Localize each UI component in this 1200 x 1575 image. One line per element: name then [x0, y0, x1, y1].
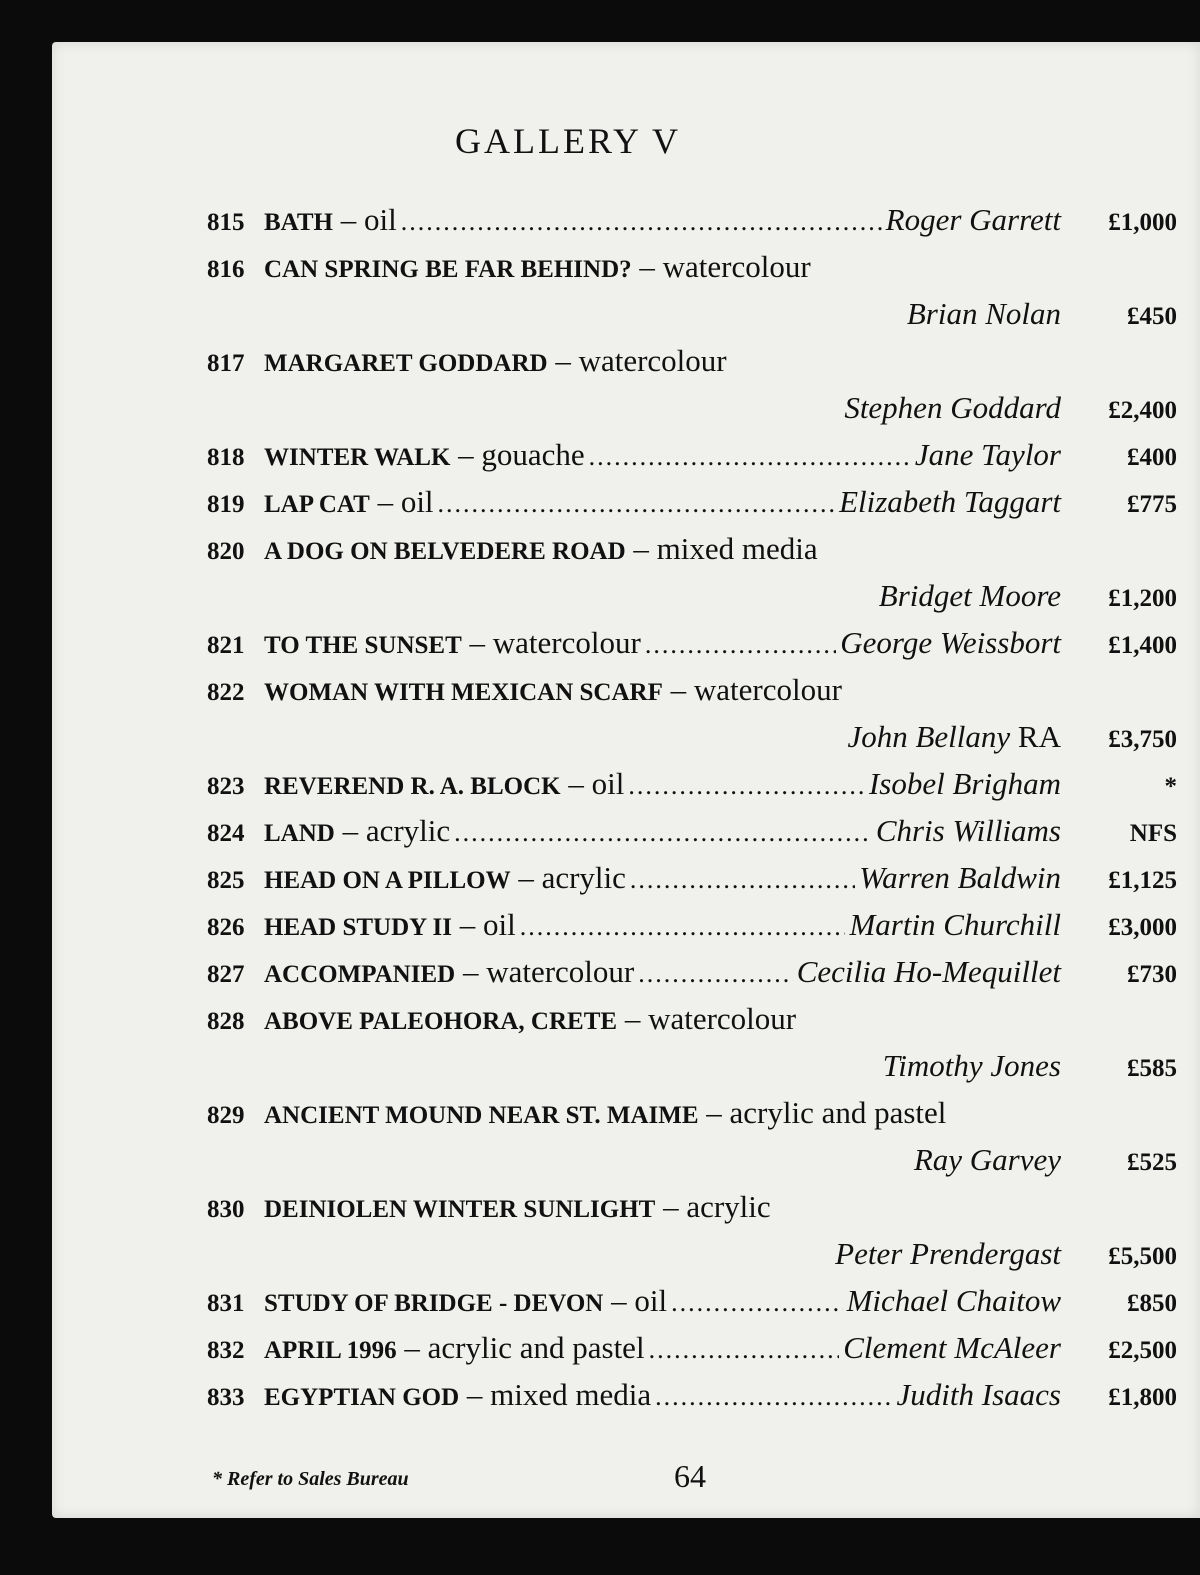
entry-number: 833	[207, 1384, 245, 1411]
list-item-continuation	[207, 719, 1177, 766]
entry-medium: – mixed media	[633, 531, 818, 566]
list-item	[207, 1189, 1177, 1236]
entry-price: £850	[1127, 1290, 1177, 1317]
list-item	[207, 437, 1177, 484]
entry-artist: Bridget Moore	[878, 578, 1061, 613]
entry-medium: – watercolour	[639, 249, 811, 284]
list-item	[207, 766, 1177, 813]
entry-medium: – gouache	[458, 437, 585, 472]
entry-artist: Timothy Jones	[882, 1048, 1061, 1083]
entry-title: BATH	[264, 209, 333, 236]
entry-artist: John Bellany	[847, 719, 1011, 754]
footnote: * Refer to Sales Bureau	[212, 1468, 409, 1490]
entry-title: STUDY OF BRIDGE - DEVON	[264, 1290, 604, 1317]
entry-artist-suffix: RA	[1017, 719, 1061, 754]
list-item	[207, 672, 1177, 719]
entry-medium: – acrylic	[342, 813, 451, 848]
list-item	[207, 531, 1177, 578]
entry-number: 820	[207, 538, 245, 565]
entry-number: 822	[207, 679, 245, 706]
entry-title: CAN SPRING BE FAR BEHIND?	[264, 256, 632, 283]
entry-artist: Cecilia Ho-Mequillet	[796, 954, 1061, 989]
entry-price: £525	[1127, 1149, 1177, 1176]
entry-artist: George Weissbort	[840, 625, 1061, 660]
entry-artist: Peter Prendergast	[835, 1236, 1061, 1271]
page-title: GALLERY V	[454, 121, 681, 161]
entry-medium: – oil	[611, 1283, 668, 1318]
list-item	[207, 1330, 1177, 1377]
entry-medium: – acrylic and pastel	[706, 1095, 947, 1130]
entry-number: 825	[207, 867, 245, 894]
entry-price: £585	[1127, 1055, 1177, 1082]
entry-price: *	[1164, 773, 1177, 800]
list-item	[207, 625, 1177, 672]
entry-number: 824	[207, 820, 245, 847]
entries-list	[207, 202, 1177, 1424]
leader-dots	[520, 907, 846, 943]
entry-title: APRIL 1996	[264, 1337, 397, 1364]
entry-medium: – watercolour	[670, 672, 842, 707]
entry-title: LAND	[264, 820, 335, 847]
list-item-continuation	[207, 1142, 1177, 1189]
entry-artist: Isobel Brigham	[868, 766, 1061, 801]
entry-price: £2,500	[1108, 1337, 1177, 1364]
entry-price: £730	[1127, 961, 1177, 988]
entry-price: £1,200	[1108, 585, 1177, 612]
entry-title: A DOG ON BELVEDERE ROAD	[264, 538, 626, 565]
entry-medium: – oil	[377, 484, 434, 519]
list-item	[207, 1095, 1177, 1142]
entry-title: HEAD ON A PILLOW	[264, 867, 511, 894]
entry-title: DEINIOLEN WINTER SUNLIGHT	[264, 1196, 656, 1223]
entry-medium: – oil	[459, 907, 516, 942]
entry-price: £1,125	[1108, 867, 1177, 894]
leader-dots	[630, 860, 855, 896]
leader-dots	[645, 625, 836, 661]
list-item	[207, 343, 1177, 390]
list-item-continuation	[207, 296, 1177, 343]
entry-medium: – watercolour	[555, 343, 727, 378]
entry-title: MARGARET GODDARD	[264, 350, 548, 377]
list-item	[207, 860, 1177, 907]
leader-dots	[438, 484, 836, 520]
entry-number: 817	[207, 350, 245, 377]
entry-medium: – oil	[568, 766, 625, 801]
entry-number: 829	[207, 1102, 245, 1129]
entry-medium: – acrylic	[663, 1189, 771, 1224]
entry-number: 821	[207, 632, 245, 659]
entry-price: £1,800	[1108, 1384, 1177, 1411]
entry-artist: Clement McAleer	[843, 1330, 1061, 1365]
entry-medium: – mixed media	[466, 1377, 652, 1412]
list-item	[207, 1283, 1177, 1330]
entry-title: ABOVE PALEOHORA, CRETE	[264, 1008, 618, 1035]
list-item-continuation	[207, 1236, 1177, 1283]
list-item-continuation	[207, 1048, 1177, 1095]
entry-title: REVEREND R. A. BLOCK	[264, 773, 561, 800]
entry-number: 815	[207, 209, 245, 236]
entry-number: 832	[207, 1337, 245, 1364]
leader-dots	[401, 202, 882, 238]
entry-number: 826	[207, 914, 245, 941]
entry-medium: – watercolour	[469, 625, 641, 660]
list-item	[207, 813, 1177, 860]
list-item	[207, 484, 1177, 531]
leader-dots	[649, 1330, 840, 1366]
entry-number: 819	[207, 491, 245, 518]
leader-dots	[638, 954, 792, 990]
entry-medium: – acrylic and pastel	[404, 1330, 645, 1365]
entry-title: ANCIENT MOUND NEAR ST. MAIME	[264, 1102, 699, 1129]
entry-title: EGYPTIAN GOD	[264, 1384, 460, 1411]
entry-medium: – oil	[340, 202, 397, 237]
entry-price: £1,000	[1108, 209, 1177, 236]
list-item	[207, 202, 1177, 249]
entry-medium: – acrylic	[518, 860, 626, 895]
entry-medium: – watercolour	[624, 1001, 797, 1036]
entry-title: HEAD STUDY II	[264, 914, 453, 941]
entry-number: 828	[207, 1008, 245, 1035]
entry-number: 827	[207, 961, 245, 988]
entry-medium: – watercolour	[462, 954, 635, 989]
entry-artist: Chris Williams	[875, 813, 1061, 848]
leader-dots	[589, 437, 911, 473]
list-item	[207, 954, 1177, 1001]
entry-artist: Brian Nolan	[906, 296, 1061, 331]
list-item	[207, 1377, 1177, 1424]
entry-title: WOMAN WITH MEXICAN SCARF	[264, 679, 663, 706]
leader-dots	[671, 1283, 843, 1319]
list-item-continuation	[207, 578, 1177, 625]
list-item-continuation	[207, 390, 1177, 437]
entry-price: £400	[1127, 444, 1177, 471]
entry-artist: Martin Churchill	[849, 907, 1061, 942]
entry-artist: Jane Taylor	[914, 437, 1061, 472]
entry-price: £775	[1127, 491, 1177, 518]
entry-price: £1,400	[1108, 632, 1177, 659]
entry-artist: Michael Chaitow	[846, 1283, 1061, 1318]
leader-dots	[454, 813, 872, 849]
entry-price: £2,400	[1108, 397, 1177, 424]
entry-title: WINTER WALK	[264, 444, 451, 471]
leader-dots	[655, 1377, 892, 1413]
entry-price: £3,750	[1108, 726, 1177, 753]
entry-artist: Stephen Goddard	[844, 390, 1061, 425]
entry-price: £450	[1127, 303, 1177, 330]
leader-dots	[628, 766, 865, 802]
entry-artist: Warren Baldwin	[859, 860, 1061, 895]
entry-price: NFS	[1129, 820, 1177, 847]
list-item	[207, 249, 1177, 296]
entry-title: LAP CAT	[264, 491, 370, 518]
entry-price: £5,500	[1108, 1243, 1177, 1270]
entry-artist: Roger Garrett	[885, 202, 1061, 237]
entry-number: 831	[207, 1290, 245, 1317]
entry-number: 830	[207, 1196, 245, 1223]
list-item	[207, 1001, 1177, 1048]
entry-artist: Elizabeth Taggart	[839, 484, 1061, 519]
list-item	[207, 907, 1177, 954]
entry-number: 818	[207, 444, 245, 471]
entry-artist: Judith Isaacs	[896, 1377, 1061, 1412]
entry-price: £3,000	[1108, 914, 1177, 941]
entry-title: ACCOMPANIED	[264, 961, 456, 988]
catalogue-page	[52, 42, 1200, 1518]
entry-number: 823	[207, 773, 245, 800]
entry-artist: Ray Garvey	[913, 1142, 1061, 1177]
page-number: 64	[674, 1458, 706, 1494]
entry-title: TO THE SUNSET	[264, 632, 462, 659]
entry-number: 816	[207, 256, 245, 283]
